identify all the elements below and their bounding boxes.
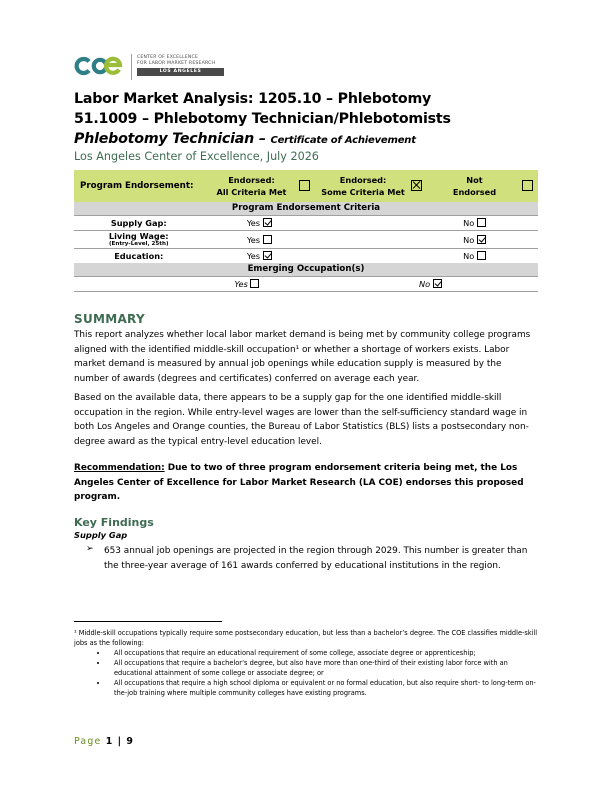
no-label: No <box>463 234 475 245</box>
no-label: No <box>419 279 431 289</box>
yes-label: Yes <box>246 218 261 228</box>
option-not-line2: Endorsed <box>452 187 497 197</box>
coe-logo <box>74 54 224 80</box>
key-finding-bullet: 653 annual job openings are projected in the region through 2029. This number is greater than the three-year average of 161 awards conferred by educational institutions in the region. <box>104 546 528 571</box>
report-title-line-3 <box>74 131 416 147</box>
recommendation-label: Recommendation: <box>74 463 165 473</box>
checkbox-supply-gap-no[interactable] <box>477 218 486 227</box>
option-not-line1: Not <box>466 175 483 185</box>
criteria-row-living-wage <box>74 231 538 249</box>
footnote-divider <box>74 621 222 622</box>
criteria-label-text: Supply Gap: <box>110 218 167 228</box>
criteria-yes <box>204 216 316 231</box>
logo-line-2: FOR LABOR MARKET RESEARCH <box>137 61 216 67</box>
checkbox-not-endorsed[interactable] <box>522 180 533 191</box>
footnote <box>74 628 538 698</box>
emerging-header: Emerging Occupation(s) <box>74 263 538 277</box>
criteria-label-text: Living Wage: <box>108 231 169 241</box>
criteria-yes <box>204 231 316 249</box>
page-footer <box>74 736 134 747</box>
page-number: 1 <box>105 736 114 747</box>
emerging-yes <box>74 277 299 292</box>
no-label: No <box>463 218 475 228</box>
option-some-line1: Endorsed: <box>339 175 387 185</box>
page-word: Page <box>74 736 102 747</box>
page-total: 9 <box>126 736 135 747</box>
criteria-header: Program Endorsement Criteria <box>74 202 538 216</box>
criteria-header-row <box>74 202 538 216</box>
key-findings-heading: Key Findings <box>74 516 154 529</box>
emerging-no <box>411 277 538 292</box>
option-all-box-cell <box>299 170 315 202</box>
checkbox-all-criteria[interactable] <box>299 180 310 191</box>
logo-badge: LOS ANGELES <box>137 68 224 76</box>
endorsement-table <box>74 170 538 292</box>
option-all-criteria <box>204 170 300 202</box>
summary-paragraph-1: This report analyzes whether local labor market demand is being met by community college programs aligned with the identified middle-skill occupation¹ or whether a shortage of workers exists. Labor market demand is measured by annual job openings while education supply is measured by the number of awards (degrees and certificates) conferred on average each year. <box>74 330 531 384</box>
arrow-bullet-icon: ➢ <box>86 544 94 554</box>
yes-label: Yes <box>246 251 261 261</box>
option-not-box-cell <box>522 170 538 202</box>
checkbox-emerging-yes[interactable] <box>250 279 259 288</box>
checkbox-living-wage-yes[interactable] <box>263 235 272 244</box>
criteria-label-text: Education: <box>114 251 164 261</box>
option-some-line2: Some Criteria Met <box>321 187 405 197</box>
coe-logo-icon <box>74 56 126 76</box>
criteria-no <box>411 249 538 264</box>
emerging-header-row <box>74 263 538 277</box>
yes-label: Yes <box>234 279 248 289</box>
option-not-endorsed <box>427 170 523 202</box>
option-some-criteria <box>315 170 411 202</box>
criteria-label <box>74 249 204 264</box>
footnote-item: • All occupations that require a bachelor’s degree, but also have more than one-third of their existing labor force with an educational attainment of some college or associate degree; or <box>108 658 538 678</box>
criteria-row-supply-gap <box>74 216 538 231</box>
logo-divider <box>131 54 132 80</box>
checkbox-some-criteria[interactable] <box>411 180 422 191</box>
report-subtitle: Los Angeles Center of Excellence, July 2026 <box>74 150 319 163</box>
checkbox-living-wage-no[interactable] <box>477 235 486 244</box>
emerging-row <box>74 277 538 292</box>
report-title-line-1: Labor Market Analysis: 1205.10 – Phlebotomy <box>74 91 432 107</box>
footnote-item: • All occupations that require a high school diploma or equivalent or no formal education, but also require short- to long-term on-the-job training where multiple community colleges have existing programs. <box>108 678 538 698</box>
criteria-no <box>411 216 538 231</box>
criteria-yes <box>204 249 316 264</box>
logo-line-1: CENTER OF EXCELLENCE <box>137 55 199 60</box>
recommendation-paragraph <box>74 461 538 505</box>
program-endorsement-label: Program Endorsement: <box>80 181 194 191</box>
no-label: No <box>463 251 475 261</box>
footnote-list <box>74 648 538 698</box>
option-all-line2: All Criteria Met <box>216 187 287 197</box>
summary-heading: SUMMARY <box>74 312 145 326</box>
summary-paragraph-2: Based on the available data, there appears to be a supply gap for the one identified middle-skill occupation in the region. While entry-level wages are lower than the self-sufficiency standard wage in both Los Angeles and Orange counties, the Bureau of Labor Statistics (BLS) lists a postsecondary non-degree award as the typical entry-level education level. <box>74 393 529 447</box>
criteria-row-education <box>74 249 538 264</box>
footnote-intro: ¹ Middle-skill occupations typically require some postsecondary education, but less than a bachelor’s degree. The COE classifies middle-skill jobs as the following: <box>74 629 538 647</box>
logo-text <box>137 55 215 67</box>
checkbox-supply-gap-yes[interactable] <box>263 218 272 227</box>
endorsement-row <box>74 170 538 202</box>
checkbox-education-no[interactable] <box>477 251 486 260</box>
option-all-line1: Endorsed: <box>228 175 275 185</box>
criteria-label <box>74 216 204 231</box>
footnote-item: • All occupations that require an educational requirement of some college, associate degree or apprenticeship; <box>108 648 538 658</box>
criteria-no <box>411 231 538 249</box>
option-some-box-cell <box>411 170 427 202</box>
supply-gap-subheading: Supply Gap <box>74 530 128 540</box>
award-type: Certificate of Achievement <box>270 135 416 146</box>
criteria-sublabel: (Entry-Level, 25th) <box>108 241 169 247</box>
checkbox-education-yes[interactable] <box>263 251 272 260</box>
checkbox-emerging-no[interactable] <box>433 279 442 288</box>
criteria-label <box>74 231 204 249</box>
yes-label: Yes <box>246 234 261 245</box>
program-name: Phlebotomy Technician – <box>74 131 271 147</box>
report-title-line-2: 51.1009 – Phlebotomy Technician/Phlebotomists <box>74 111 451 127</box>
page-separator: | <box>117 736 123 747</box>
recommendation-text: Due to two of three program endorsement criteria being met, the Los Angeles Center of Excellence for Labor Market Research (LA COE) endorses this proposed program. <box>74 463 524 502</box>
